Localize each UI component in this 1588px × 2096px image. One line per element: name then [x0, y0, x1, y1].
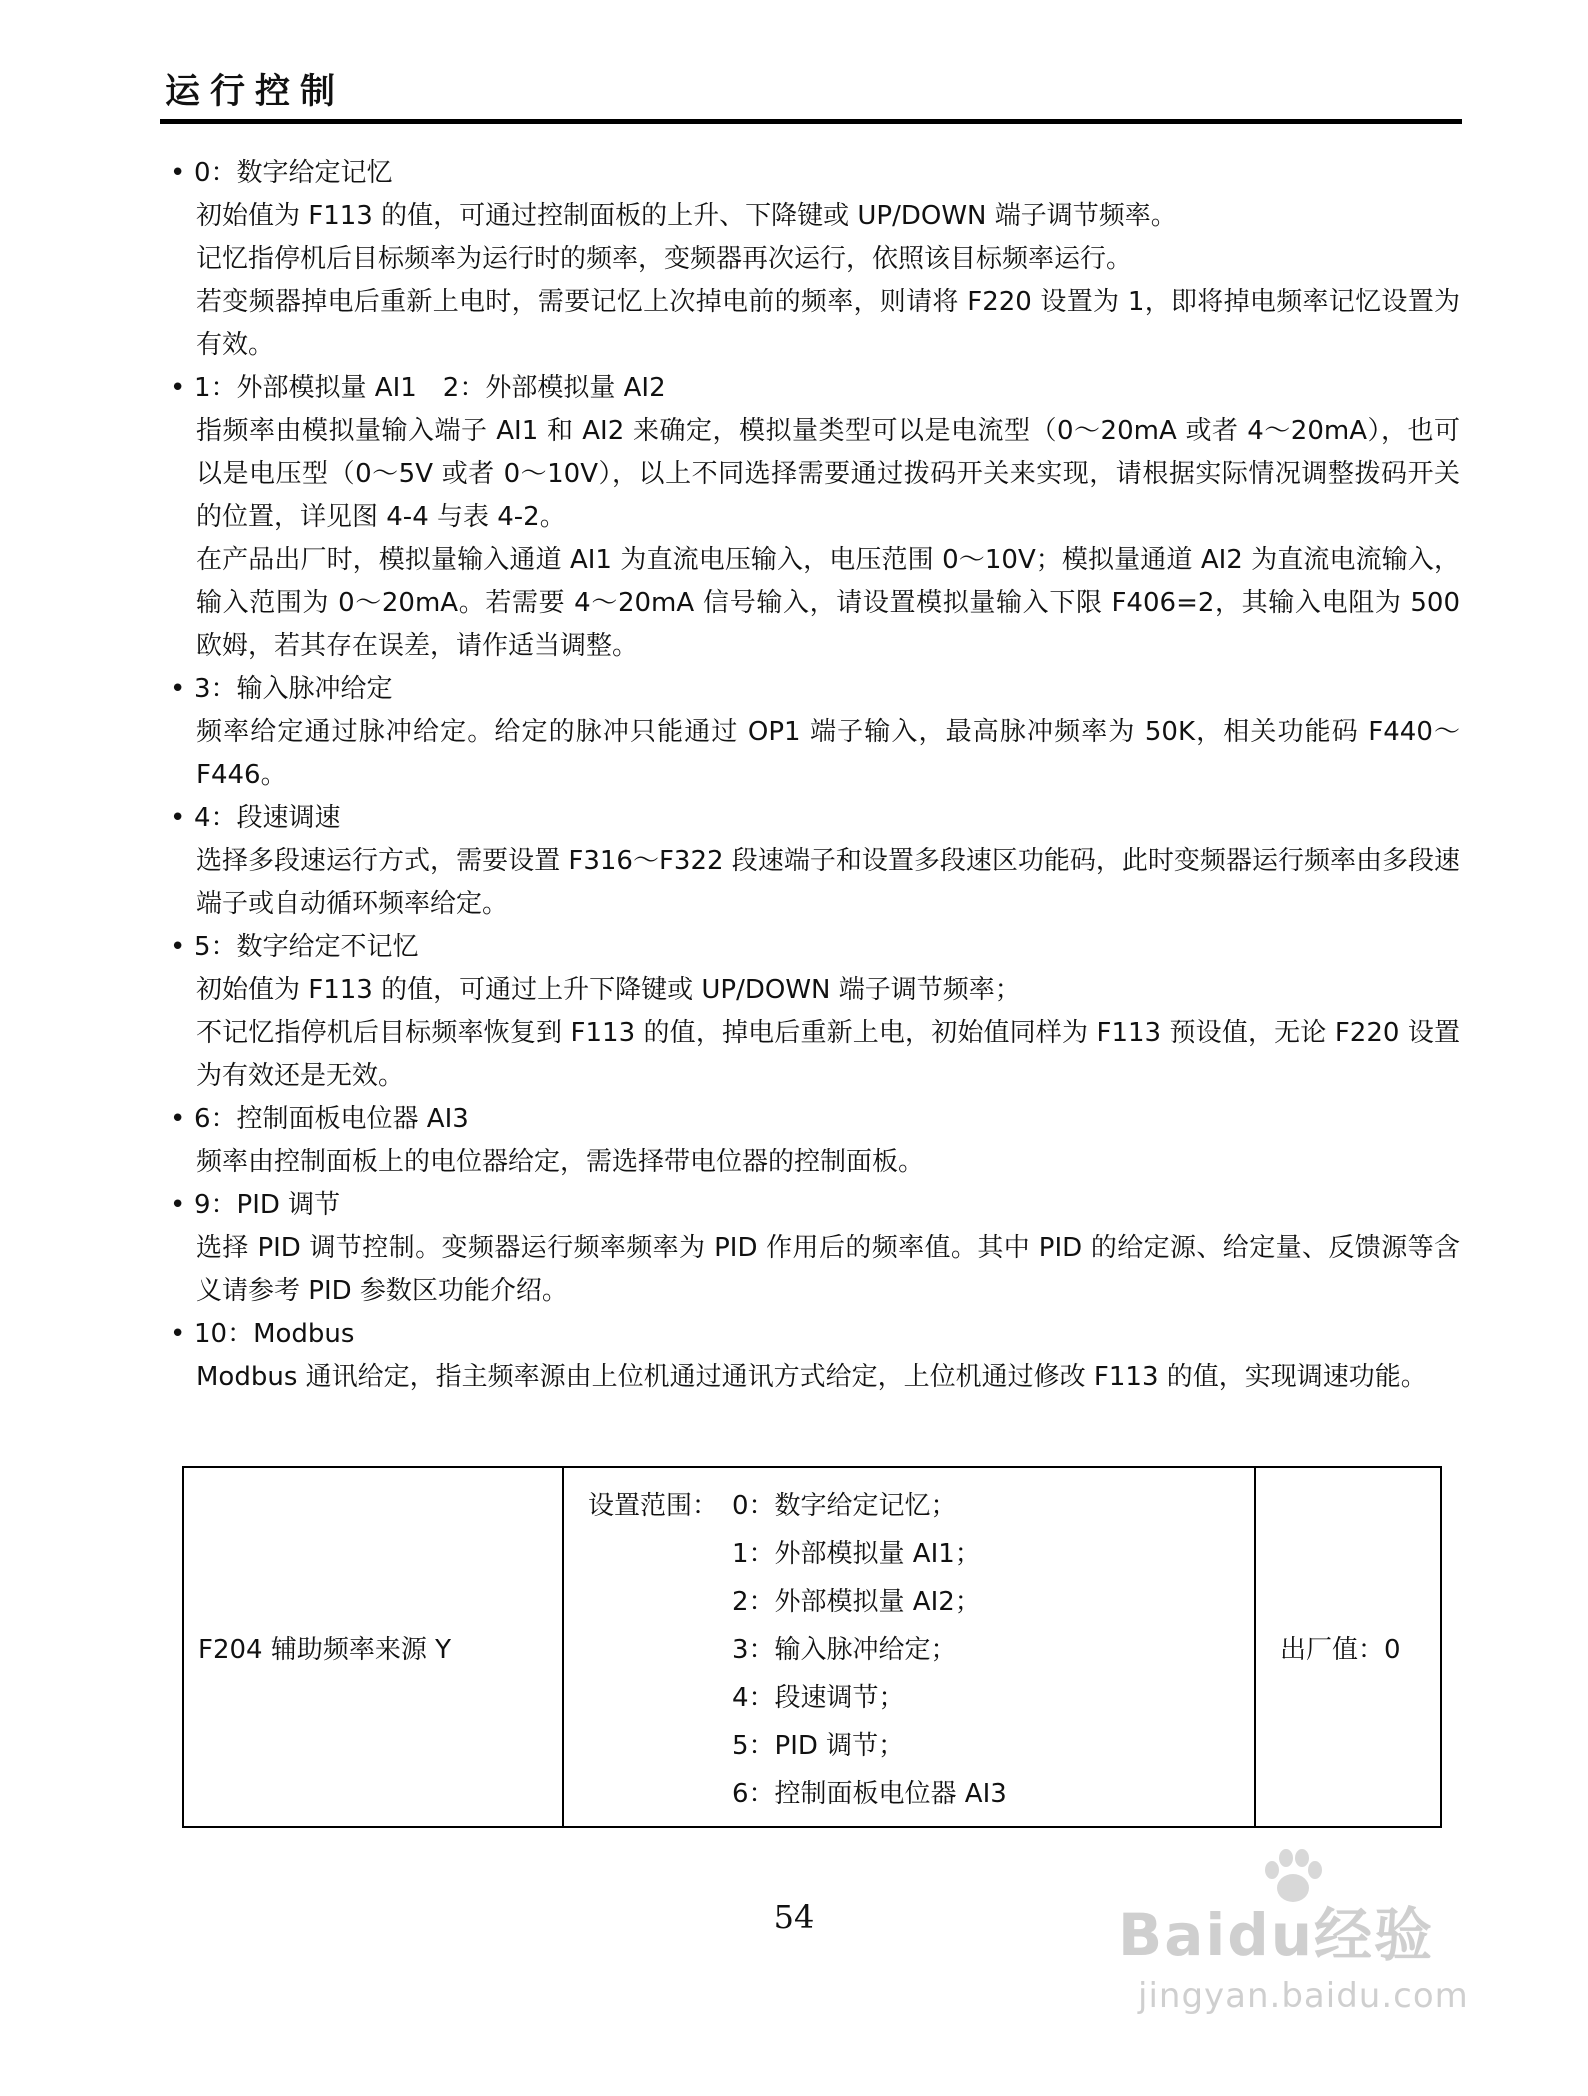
- watermark-logo: Baidu经验: [1118, 1901, 1435, 1969]
- paragraph: 指频率由模拟量输入端子 AI1 和 AI2 来确定，模拟量类型可以是电流型（0～20mA 或者 4～20mA），也可以是电压型（0～5V 或者 0～10V），以上不同选择需要通过拨码开关来实现，请根据实际情况调整拨码开关的位置，详见图 4-4 与表 4-2。: [196, 416, 1460, 532]
- page-header-title: 运行控制: [165, 72, 346, 112]
- range-option: 1：外部模拟量 AI1；: [732, 1539, 981, 1569]
- paragraph: Modbus 通讯给定，指主频率源由上位机通过通讯方式给定，上位机通过修改 F113 的值，实现调速功能。: [196, 1362, 1427, 1392]
- item-title: • 9：PID 调节: [170, 1190, 341, 1220]
- paragraph: 初始值为 F113 的值，可通过上升下降键或 UP/DOWN 端子调节频率；: [196, 975, 1021, 1005]
- paragraph: 选择多段速运行方式，需要设置 F316～F322 段速端子和设置多段速区功能码，此时变频器运行频率由多段速端子或自动循环频率给定。: [196, 846, 1460, 919]
- item-title: • 3：输入脉冲给定: [170, 674, 393, 704]
- list-item: [170, 1184, 1460, 1313]
- item-title: • 0：数字给定记忆: [170, 158, 393, 188]
- range-option: 4：段速调节；: [732, 1683, 905, 1713]
- item-title: • 6：控制面板电位器 AI3: [170, 1104, 469, 1134]
- table-row: [183, 1467, 1441, 1827]
- range-label: 设置范围：: [588, 1491, 719, 1521]
- list-item: [170, 926, 1460, 1098]
- item-title: • 10：Modbus: [170, 1319, 355, 1349]
- default-value-cell: 出厂值：0: [1255, 1467, 1441, 1827]
- watermark: [1118, 1848, 1478, 2038]
- range-option: 3：输入脉冲给定；: [732, 1635, 957, 1665]
- watermark-url: jingyan.baidu.com: [1138, 1976, 1469, 2016]
- parameter-table: [182, 1466, 1442, 1828]
- paragraph: 在产品出厂时，模拟量输入通道 AI1 为直流电压输入，电压范围 0～10V；模拟量通道 AI2 为直流电流输入，输入范围为 0～20mA。若需要 4～20mA 信号输入，请设置模拟量输入下限 F406=2，其输入电阻为 500 欧姆，若其存在误差，请作适当调整。: [196, 545, 1460, 661]
- param-name-cell: F204 辅助频率来源 Y: [183, 1467, 563, 1827]
- page-number: 54: [773, 1898, 815, 1936]
- range-option: 0：数字给定记忆；: [732, 1491, 957, 1521]
- paragraph: 不记忆指停机后目标频率恢复到 F113 的值，掉电后重新上电，初始值同样为 F113 预设值，无论 F220 设置为有效还是无效。: [196, 1018, 1460, 1091]
- item-title: • 1：外部模拟量 AI1 2：外部模拟量 AI2: [170, 373, 666, 403]
- header-divider: [160, 119, 1462, 124]
- range-option: 5：PID 调节；: [732, 1731, 905, 1761]
- list-item: [170, 668, 1460, 797]
- item-title: • 5：数字给定不记忆: [170, 932, 419, 962]
- range-option: 6：控制面板电位器 AI3: [732, 1779, 1007, 1809]
- list-item: [170, 1098, 1460, 1184]
- document-body: [170, 152, 1460, 1399]
- paragraph: 频率给定通过脉冲给定。给定的脉冲只能通过 OP1 端子输入，最高脉冲频率为 50K，相关功能码 F440～F446。: [196, 717, 1460, 790]
- setting-range-cell: [563, 1467, 1255, 1827]
- list-item: [170, 367, 1460, 668]
- item-title: • 4：段速调速: [170, 803, 341, 833]
- paragraph: 选择 PID 调节控制。变频器运行频率频率为 PID 作用后的频率值。其中 PID 的给定源、给定量、反馈源等含义请参考 PID 参数区功能介绍。: [196, 1233, 1460, 1306]
- paragraph: 初始值为 F113 的值，可通过控制面板的上升、下降键或 UP/DOWN 端子调节频率。: [196, 201, 1177, 231]
- paragraph: 记忆指停机后目标频率为运行时的频率，变频器再次运行，依照该目标频率运行。: [196, 244, 1133, 274]
- list-item: [170, 1313, 1460, 1399]
- list-item: [170, 797, 1460, 926]
- paragraph: 频率由控制面板上的电位器给定，需选择带电位器的控制面板。: [196, 1147, 925, 1177]
- list-item: [170, 152, 1460, 367]
- paragraph: 若变频器掉电后重新上电时，需要记忆上次掉电前的频率，则请将 F220 设置为 1，即将掉电频率记忆设置为有效。: [196, 287, 1460, 360]
- range-option: 2：外部模拟量 AI2；: [732, 1587, 981, 1617]
